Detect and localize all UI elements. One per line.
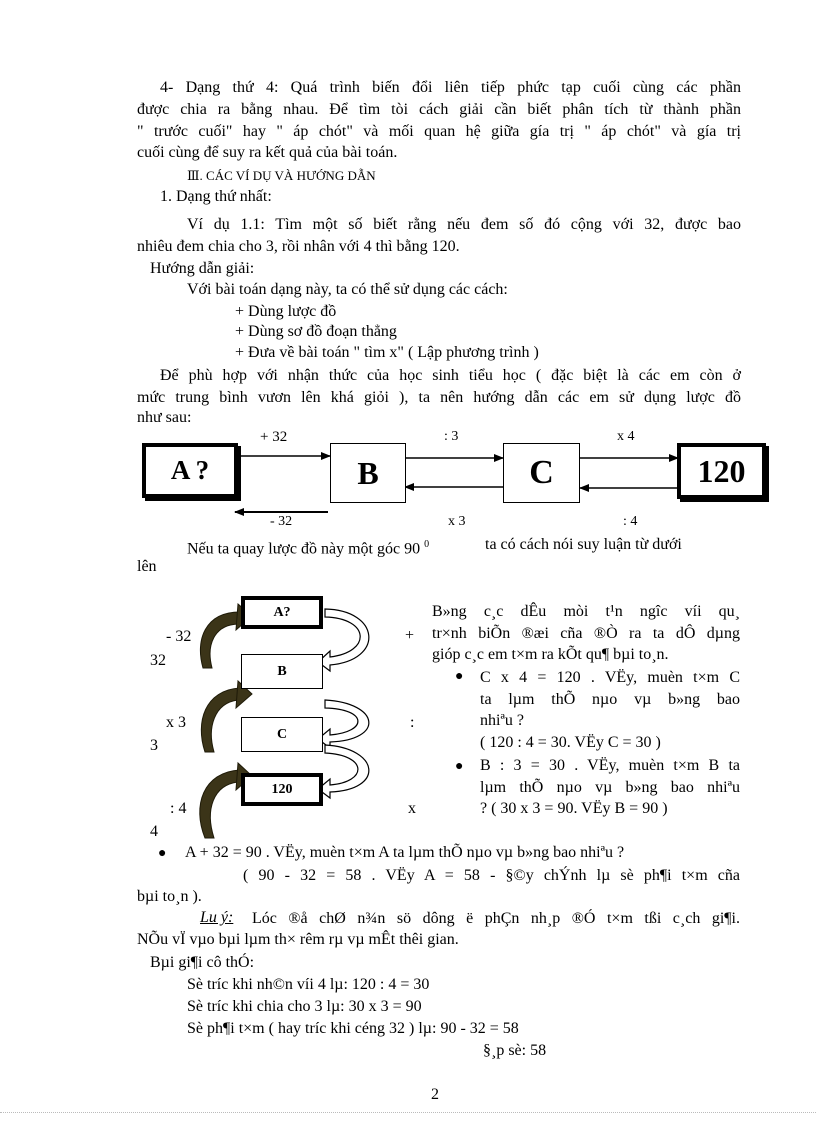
example-line1: Ví dụ 1.1: Tìm một số biết rằng nếu đem số đó cộng với 32, được bao <box>187 216 741 233</box>
vlabel-x: x <box>408 800 416 817</box>
white-arrow-3 <box>318 745 369 798</box>
vbox-b: B <box>241 654 323 689</box>
vlabel-plus: + <box>405 627 415 644</box>
solution-step1: Sè tríc khi nh©n víi 4 lµ: 120 : 4 = 30 <box>187 976 430 993</box>
bullet3-line3: bµi to¸n ). <box>137 888 202 905</box>
right-text-line2: tr×nh biÕn ®æi cña ®Ò ra ta dÔ dµng <box>432 625 740 642</box>
box-b: B <box>330 443 406 503</box>
curved-arrow-2 <box>201 688 240 752</box>
bullet1-line2: ta lµm thÕ nµo vµ b»ng bao <box>480 691 740 708</box>
method-2: + Dùng sơ đồ đoạn thẳng <box>235 323 397 340</box>
bullet-3: ● <box>158 846 167 861</box>
fit-line3: như sau: <box>137 409 192 426</box>
fit-line1: Để phù hợp với nhận thức của học sinh tiểu học ( đặc biệt là các em còn ở <box>160 367 741 384</box>
bullet-1: ● <box>455 669 464 684</box>
para-type4-line4: cuối cùng để suy ra kết quả của bài toán. <box>137 144 398 161</box>
label-minus32: - 32 <box>270 514 293 529</box>
white-arrow-2 <box>318 700 369 748</box>
page-number: 2 <box>431 1086 439 1103</box>
method-1: + Dùng lược đồ <box>235 303 337 320</box>
vlabel-x3: x 3 <box>166 714 186 731</box>
curved-arrow-1 <box>200 612 240 668</box>
bullet-2: ● <box>455 759 464 774</box>
label-mul3: x 3 <box>448 514 466 529</box>
methods-intro: Với bài toán dạng này, ta có thể sử dụng các cách: <box>187 281 508 298</box>
rotation-line2: lên <box>137 558 157 575</box>
right-text-line1: B»ng c¸c dÊu mòi t¹n ngîc víi qu¸ <box>432 603 740 620</box>
bullet2-line1: B : 3 = 30 . VËy, muèn t×m B ta <box>480 757 740 774</box>
guide-heading: Hướng dẫn giải: <box>150 260 255 277</box>
bullet1-line1: C x 4 = 120 . VËy, muèn t×m C <box>480 669 740 686</box>
box-120: 120 <box>677 443 766 499</box>
page-footer-divider <box>0 1112 816 1113</box>
solution-heading: Bµi gi¶i cô thÓ: <box>150 954 255 971</box>
section-heading: Ⅲ. CÁC VÍ DỤ VÀ HƯỚNG DẪN <box>187 168 376 183</box>
bullet3-line1: A + 32 = 90 . VËy, muèn t×m A ta lµm thÕ nµo vµ b»ng bao nhiªu ? <box>185 844 625 861</box>
vlabel-div4: : 4 <box>170 800 187 817</box>
right-text-line3: gióp c¸c em t×m ra kÕt qu¶ bµi to¸n. <box>432 646 669 663</box>
vbox-120: 120 <box>241 773 323 806</box>
bullet3-line2: ( 90 - 32 = 58 . VËy A = 58 - §©y chÝnh lµ sè ph¶i t×m cña <box>243 867 740 884</box>
vlabel-3: 3 <box>150 737 158 754</box>
para-type4-line3: " trước cuối" hay " áp chót" và mối quan hệ giữa gía trị " áp chót" và gía trị <box>137 123 741 140</box>
vlabel-32: 32 <box>150 652 166 669</box>
note-line2: NÕu vÏ vµo bµi lµm th× rêm rµ vµ mÊt thêi gian. <box>137 931 459 948</box>
bullet1-line3: nhiªu ? <box>480 712 524 729</box>
bullet2-line3: ? ( 30 x 3 = 90. VËy B = 90 ) <box>480 800 668 817</box>
vlabel-colon: : <box>410 714 415 731</box>
label-mul4: x 4 <box>617 429 635 444</box>
label-div4: : 4 <box>623 514 638 529</box>
white-arrow-1 <box>318 609 369 671</box>
bullet2-line2: lµm thÕ nµo vµ b»ng bao nhiªu <box>480 779 740 796</box>
note-label: Lu ý: <box>200 909 234 926</box>
degree-sup: 0 <box>424 539 430 550</box>
method-3: + Đưa về bài toán " tìm x" ( Lập phương trình ) <box>235 344 539 361</box>
bullet1-line4: ( 120 : 4 = 30. VËy C = 30 ) <box>480 734 661 751</box>
vlabel-minus32: - 32 <box>166 628 192 645</box>
rotation-line1b: ta có cách nói suy luận từ dưới <box>485 536 682 553</box>
solution-step3: Sè ph¶i t×m ( hay tríc khi céng 32 ) lµ: 90 - 32 = 58 <box>187 1020 519 1037</box>
fit-line2: mức trung bình vươn lên khá giỏi ), ta nên hướng dẫn các em sử dụng lược đồ <box>137 389 741 406</box>
box-a: A ? <box>142 443 238 498</box>
solution-step2: Sè tríc khi chia cho 3 lµ: 30 x 3 = 90 <box>187 998 422 1015</box>
para-type4-line2: được chia ra bằng nhau. Để tìm tòi cách giải cần biết phân tích từ thành phần <box>137 101 741 118</box>
example-line2: nhiêu đem chia cho 3, rồi nhân với 4 thì bằng 120. <box>137 238 460 255</box>
rotation-line1a: Nếu ta quay lược đồ này một góc 90 $^0$ <box>187 539 430 558</box>
curved-arrow-3 <box>200 770 240 838</box>
note-line1: Lóc ®å chØ n¾n sö dông ë phÇn nh¸p ®Ó t×m tßi c¸ch gi¶i. <box>252 910 740 927</box>
vbox-c: C <box>241 717 323 752</box>
vbox-a: A? <box>241 596 323 629</box>
type1-heading: 1. Dạng thứ nhất: <box>160 188 272 205</box>
vlabel-4: 4 <box>150 823 158 840</box>
para-type4-line1: 4- Dạng thứ 4: Quá trình biến đổi liên tiếp phức tạp cuối cùng các phần <box>160 79 741 96</box>
box-c: C <box>503 443 580 503</box>
label-plus32: + 32 <box>260 429 288 445</box>
label-div3: : 3 <box>444 429 459 444</box>
answer: §¸p sè: 58 <box>483 1042 547 1059</box>
